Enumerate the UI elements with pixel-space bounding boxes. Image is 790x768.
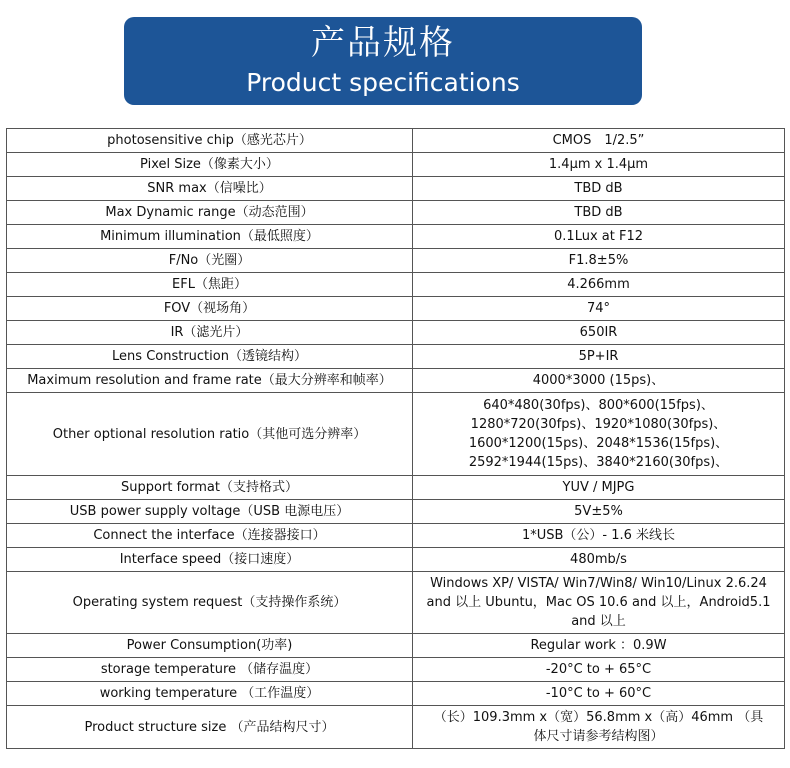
spec-row	[7, 393, 785, 476]
spec-row	[7, 369, 785, 393]
title-banner	[124, 17, 642, 105]
spec-value	[413, 201, 785, 225]
spec-row	[7, 524, 785, 548]
spec-row	[7, 297, 785, 321]
spec-label: F/No（光圈）	[7, 249, 413, 273]
spec-value	[413, 153, 785, 177]
page-title-en: Product specifications	[246, 68, 520, 97]
spec-value	[413, 682, 785, 706]
spec-row	[7, 273, 785, 297]
spec-value	[413, 249, 785, 273]
spec-value	[413, 273, 785, 297]
spec-row	[7, 201, 785, 225]
spec-label: Pixel Size（像素大小）	[7, 153, 413, 177]
spec-label: storage temperature （储存温度）	[7, 658, 413, 682]
spec-row	[7, 682, 785, 706]
spec-value	[413, 658, 785, 682]
spec-value	[413, 393, 785, 476]
spec-label: Lens Construction（透镜结构）	[7, 345, 413, 369]
spec-label: Max Dynamic range（动态范围）	[7, 201, 413, 225]
spec-value-line: 74°	[586, 301, 611, 316]
spec-value-line: 4.266mm	[567, 277, 630, 292]
spec-value-line: 480mb/s	[570, 552, 627, 567]
spec-table	[6, 128, 785, 749]
spec-row	[7, 345, 785, 369]
spec-value-line: Windows XP/ VISTA/ Win7/Win8/ Win10/Linux 2.6.24	[430, 576, 767, 591]
spec-value-line: TBD dB	[574, 205, 623, 220]
spec-value-line: 2592*1944(15ps)、3840*2160(30fps)、	[468, 455, 729, 470]
spec-row	[7, 572, 785, 634]
spec-value-line: CMOS 1/2.5”	[552, 133, 645, 148]
spec-row	[7, 658, 785, 682]
spec-label: Minimum illumination（最低照度）	[7, 225, 413, 249]
spec-value-line: 4000*3000 (15ps)、	[532, 373, 665, 388]
spec-label: Interface speed（接口速度）	[7, 548, 413, 572]
spec-row	[7, 706, 785, 749]
spec-row	[7, 500, 785, 524]
spec-value	[413, 321, 785, 345]
spec-value	[413, 297, 785, 321]
spec-value	[413, 476, 785, 500]
spec-value	[413, 548, 785, 572]
spec-label: Other optional resolution ratio（其他可选分辨率）	[7, 393, 413, 476]
spec-value	[413, 225, 785, 249]
spec-label: Operating system request（支持操作系统）	[7, 572, 413, 634]
spec-value	[413, 500, 785, 524]
spec-value	[413, 706, 785, 749]
spec-row	[7, 177, 785, 201]
spec-label: FOV（视场角）	[7, 297, 413, 321]
spec-label: Power Consumption(功率)	[7, 634, 413, 658]
spec-value	[413, 634, 785, 658]
spec-row	[7, 225, 785, 249]
spec-value-line: YUV / MJPG	[562, 480, 635, 495]
spec-row	[7, 321, 785, 345]
spec-row	[7, 548, 785, 572]
spec-label: Product structure size （产品结构尺寸）	[7, 706, 413, 749]
spec-value	[413, 572, 785, 634]
spec-label: EFL（焦距）	[7, 273, 413, 297]
spec-row	[7, 249, 785, 273]
spec-value-line: 1600*1200(15ps)、2048*1536(15fps)、	[468, 436, 729, 451]
spec-value-line: 5V±5%	[574, 504, 623, 519]
spec-value-line: TBD dB	[574, 181, 623, 196]
spec-table-body	[7, 129, 785, 749]
spec-label: IR（滤光片）	[7, 321, 413, 345]
spec-value-line: 5P+IR	[578, 349, 619, 364]
spec-label: Maximum resolution and frame rate（最大分辨率和帧率）	[7, 369, 413, 393]
spec-value-line: and 以上 Ubuntu，Mac OS 10.6 and 以上，Android5.1	[426, 595, 771, 610]
spec-value	[413, 345, 785, 369]
spec-label: working temperature （工作温度）	[7, 682, 413, 706]
spec-row	[7, 476, 785, 500]
spec-label: Connect the interface（连接器接口）	[7, 524, 413, 548]
spec-row	[7, 153, 785, 177]
spec-value	[413, 524, 785, 548]
spec-value	[413, 369, 785, 393]
spec-value-line: F1.8±5%	[568, 253, 629, 268]
spec-row	[7, 634, 785, 658]
spec-value-line: and 以上	[571, 614, 626, 629]
page-title-cn: 产品规格	[311, 23, 455, 63]
spec-value-line: （长）109.3mm x（宽）56.8mm x（高）46mm （具	[433, 710, 764, 725]
spec-row	[7, 129, 785, 153]
spec-value-line: 0.1Lux at F12	[554, 229, 643, 244]
spec-label: Support format（支持格式）	[7, 476, 413, 500]
spec-value-line: 650IR	[579, 325, 618, 340]
spec-label: USB power supply voltage（USB 电源电压）	[7, 500, 413, 524]
spec-label: SNR max（信噪比）	[7, 177, 413, 201]
spec-value	[413, 177, 785, 201]
spec-label: photosensitive chip（感光芯片）	[7, 129, 413, 153]
spec-value	[413, 129, 785, 153]
spec-value-line: -20°C to + 65°C	[545, 662, 652, 677]
spec-value-line: 体尺寸请参考结构图）	[533, 729, 664, 744]
spec-value-line: -10°C to + 60°C	[545, 686, 652, 701]
spec-value-line: 1*USB（公）- 1.6 米线长	[521, 528, 676, 543]
spec-value-line: 1280*720(30fps)、1920*1080(30fps)、	[470, 417, 727, 432]
spec-value-line: 640*480(30fps)、800*600(15fps)、	[483, 398, 714, 413]
spec-value-line: Regular work ：0.9W	[530, 638, 667, 653]
spec-value-line: 1.4μm x 1.4μm	[548, 157, 649, 172]
